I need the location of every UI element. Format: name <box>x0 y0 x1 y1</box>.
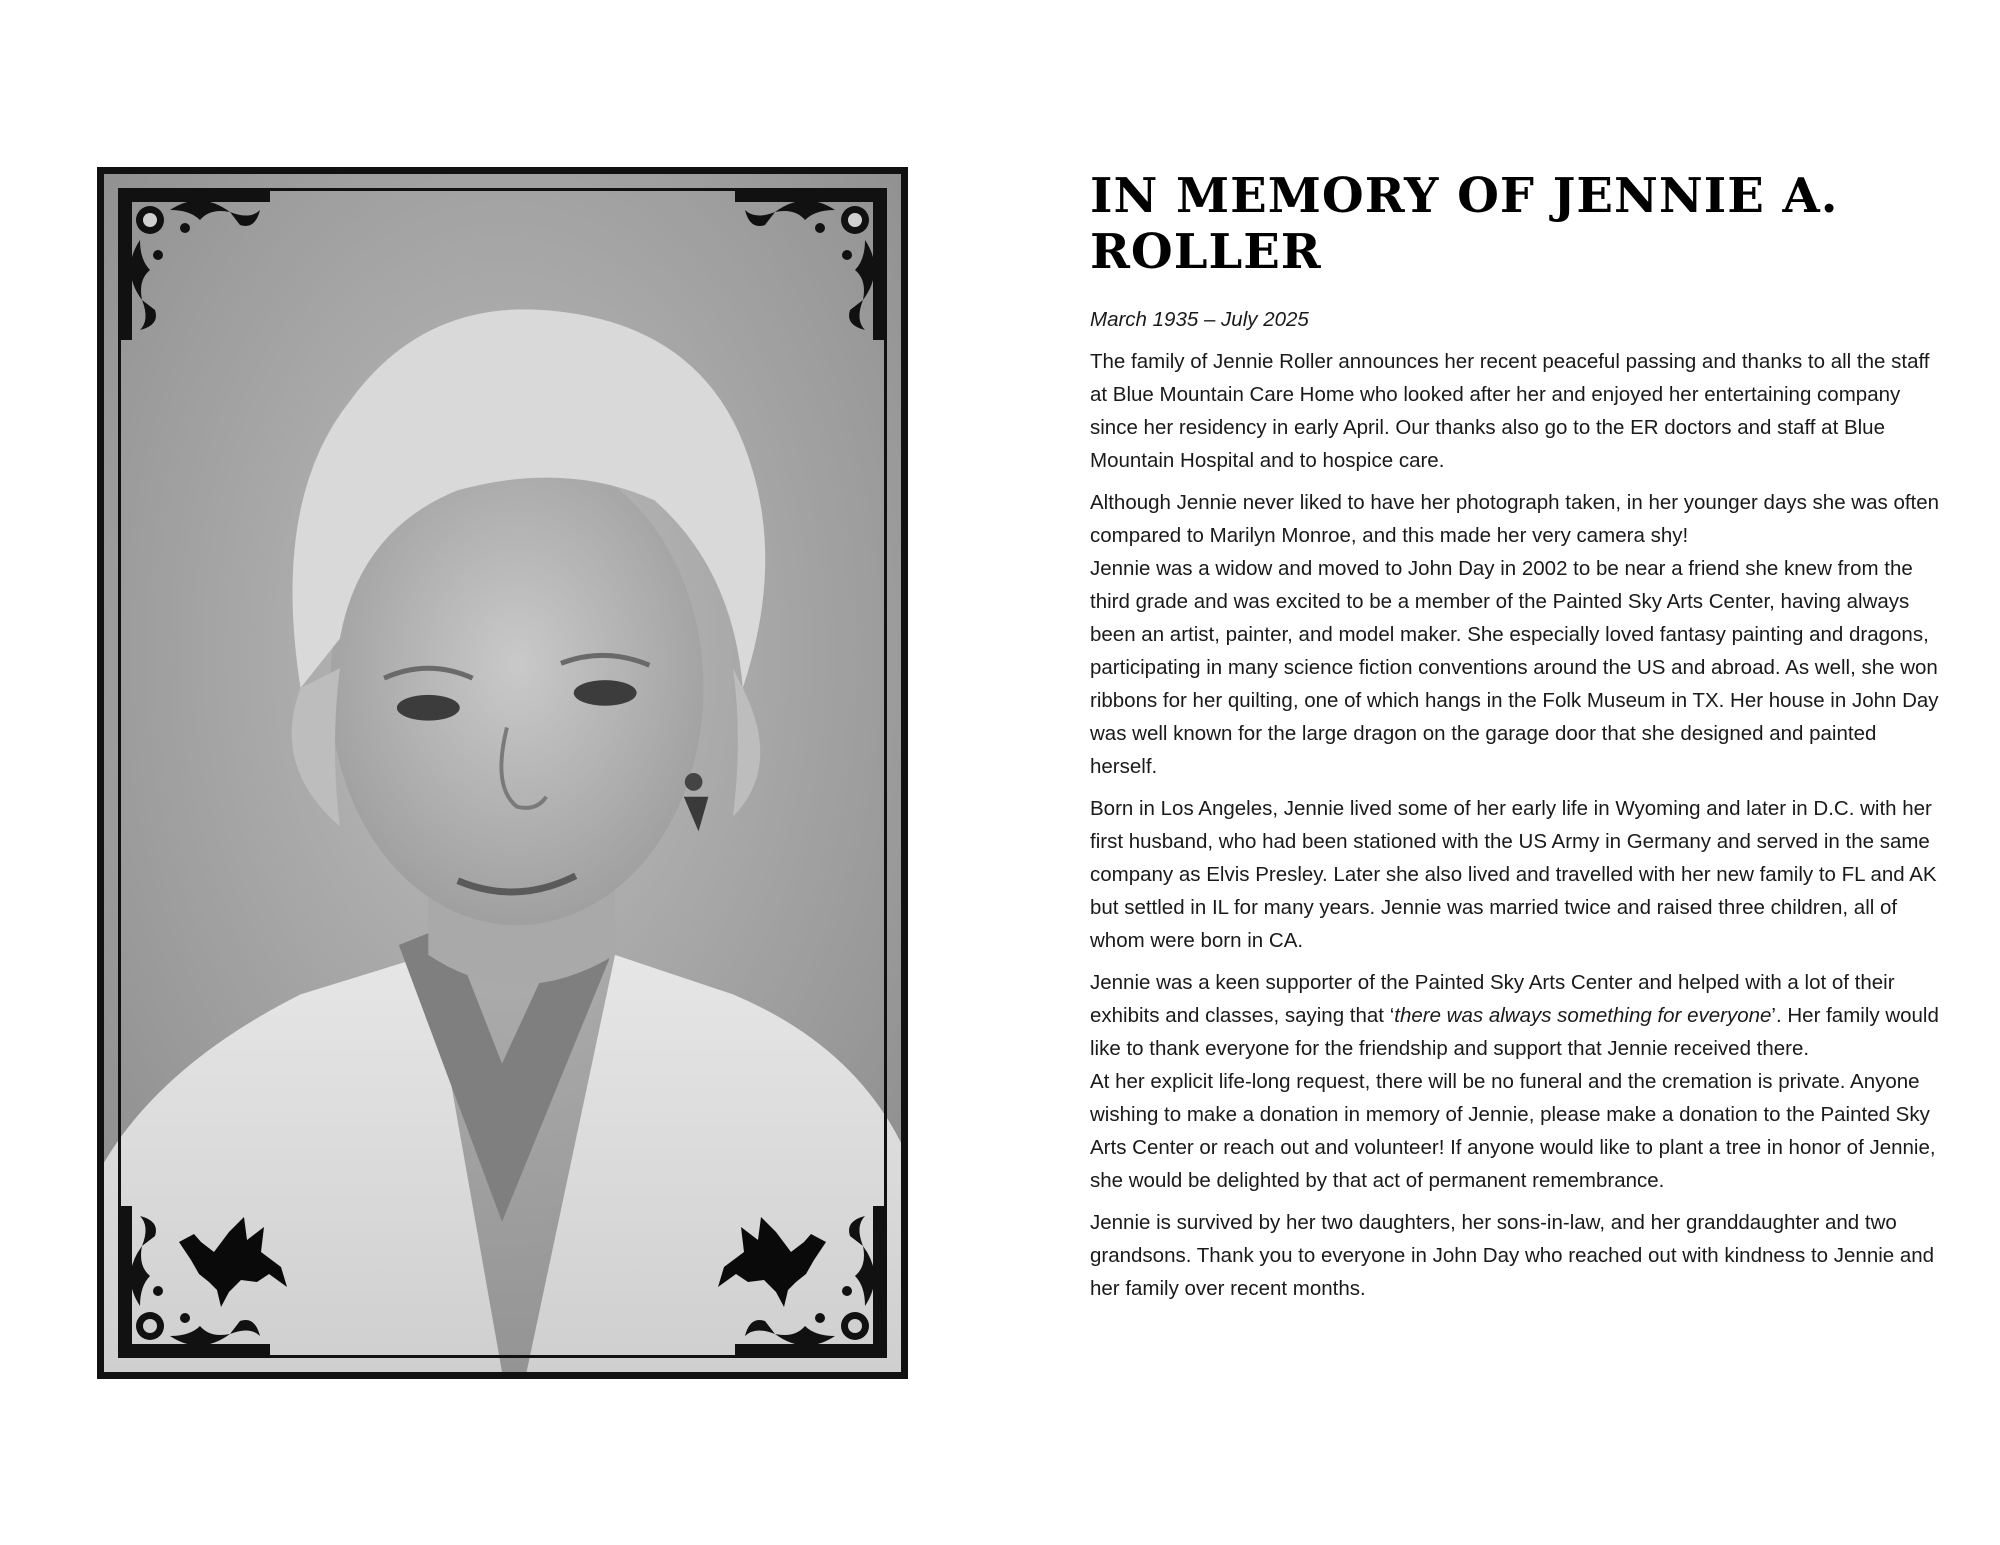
paragraph-early-life: Born in Los Angeles, Jennie lived some of her early life in Wyoming and later in D.C. with her first husband, who had been stationed with the US Army in Germany and served in the same company as Elvis Presley. Later she also lived and travelled with her new family to FL and AK but settled in IL for many years. Jennie was married twice and raised three children, all of whom were born in CA. <box>1090 797 1937 952</box>
paragraph-john-day: Jennie was a widow and moved to John Day in 2002 to be near a friend she knew from the third grade and was excited to be a member of the Painted Sky Arts Center, having always been an artist, painter, and model maker. She especially loved fantasy painting and dragons, participating in many science fiction conventions around the US and abroad. As well, she won ribbons for her quilting, one of which hangs in the Folk Museum in TX. Her house in John Day was well known for the large dragon on the garage door that she designed and painted herself. <box>1090 557 1939 778</box>
paragraph-arts-center <box>1090 966 1940 1065</box>
paragraph-funeral-request: At her explicit life-long request, there will be no funeral and the cremation is private. Anyone wishing to make a donation in memory of Jennie, please make a donation to the Painted Sky Arts Center or reach out and volunteer! If anyone would like to plant a tree in honor of Jennie, she would be delighted by that act of permanent remembrance. <box>1090 1070 1936 1192</box>
paragraph-arts-center-before: Jennie was a keen supporter of the Painted Sky Arts Center and helped with a lot of their exhibits and classes, saying that ‘ <box>1090 971 1895 1027</box>
life-dates: March 1935 – July 2025 <box>1090 308 1309 331</box>
filigree-corner-icon <box>725 180 895 350</box>
paragraph-thanks: The family of Jennie Roller announces her recent peaceful passing and thanks to all the staff at Blue Mountain Care Home who looked after her and enjoyed her entertaining company since her residency in early April. Our thanks also go to the ER doctors and staff at Blue Mountain Hospital and to hospice care. <box>1090 350 1930 472</box>
quote-text: there was always something for everyone <box>1394 1004 1772 1027</box>
dragon-silhouette-icon <box>169 1212 289 1312</box>
obituary-text <box>1090 303 1940 1314</box>
portrait-photo-frame <box>97 167 908 1379</box>
portrait-photo <box>104 174 901 1372</box>
dragon-silhouette-icon <box>716 1212 836 1312</box>
paragraph-photograph: Although Jennie never liked to have her photograph taken, in her younger days she was often compared to Marilyn Monroe, and this made her very camera shy! <box>1090 491 1940 547</box>
paragraph-arts-center-after: ’. Her family would like to thank everyone for the friendship and support that Jennie received there. <box>1090 1004 1939 1060</box>
filigree-corner-icon <box>110 180 280 350</box>
page-title: IN MEMORY OF JENNIE A. ROLLER <box>1090 168 1839 280</box>
paragraph-survived-by: Jennie is survived by her two daughters, her sons-in-law, and her granddaughter and two grandsons. Thank you to everyone in John Day who reached out with kindness to Jennie and her family over recent months. <box>1090 1211 1935 1300</box>
